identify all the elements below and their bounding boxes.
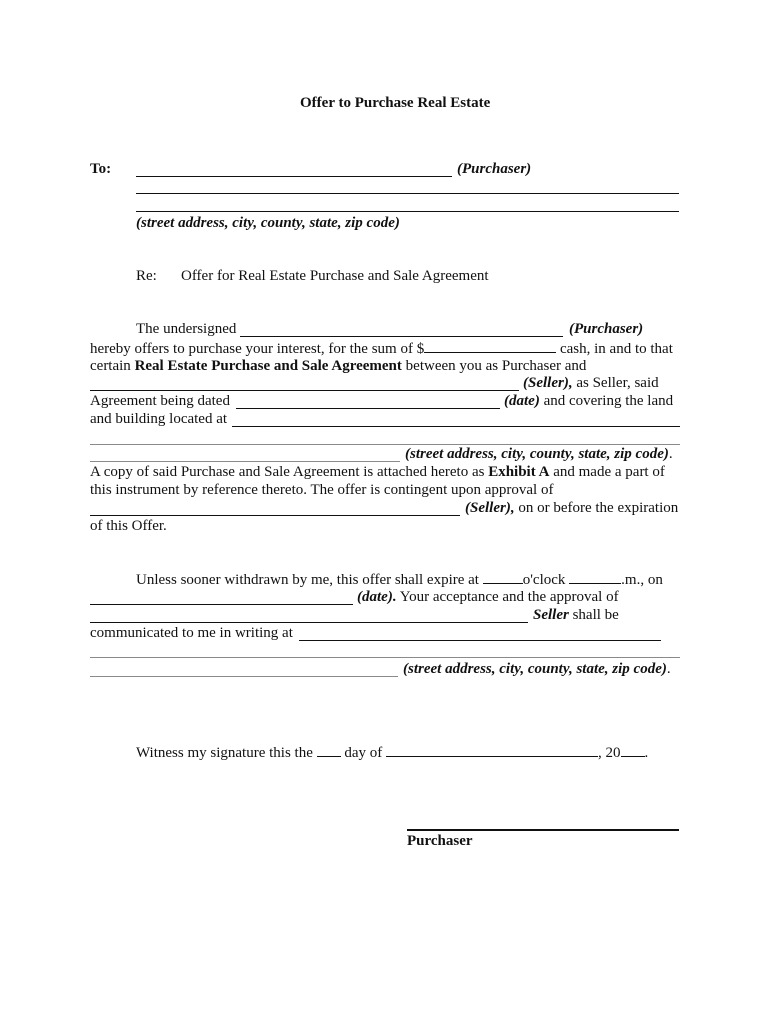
communication-address-line — [299, 640, 661, 641]
expiry-line: Unless sooner withdrawn by me, this offer shall expire at o'clock .m., on — [136, 572, 663, 588]
address-line-2 — [136, 211, 679, 212]
building-address-line — [232, 426, 680, 427]
property-address-caption: (street address, city, county, state, zip code). — [405, 446, 673, 462]
undersigned-name-line — [240, 336, 563, 337]
approving-party-line — [90, 622, 528, 623]
seller-clause: (Seller), as Seller, said — [523, 375, 659, 391]
signature-line — [407, 829, 679, 831]
re-label: Re: — [136, 268, 157, 284]
expiration-line: of this Offer. — [90, 518, 167, 534]
to-label: To: — [90, 161, 112, 177]
date-clause: (date) and covering the land — [504, 393, 674, 409]
communication-address-line-3 — [90, 676, 398, 677]
agreement-date-line — [236, 408, 500, 409]
witness-day-blank — [317, 743, 341, 757]
approval-seller-clause: (Seller), on or before the expiration — [465, 500, 679, 516]
contingent-line: this instrument by reference thereto. The offer is contingent upon approval of — [90, 482, 554, 498]
witness-line: Witness my signature this the day of , 20 . — [136, 745, 649, 761]
sum-blank — [424, 339, 556, 353]
purchaser-name-line — [136, 176, 452, 177]
acceptance-clause: (date). Your acceptance and the approval of — [357, 589, 619, 605]
agreement-line: certain Real Estate Purchase and Sale Agreement between you as Purchaser and — [90, 358, 587, 374]
offer-sum-line: hereby offers to purchase your interest, for the sum of $ cash, in and to that — [90, 341, 673, 357]
communication-address-line-2 — [90, 657, 680, 658]
address-line-1 — [136, 193, 679, 194]
to-purchaser-role: (Purchaser) — [457, 161, 532, 177]
seller-name-line — [90, 390, 519, 391]
expiry-ampm-blank — [569, 570, 621, 584]
to-address-caption: (street address, city, county, state, zip code) — [136, 215, 400, 231]
communication-address-caption: (street address, city, county, state, zip code). — [403, 661, 671, 677]
seller-approval-clause: Seller shall be — [533, 607, 619, 623]
undersigned-role: (Purchaser) — [569, 321, 644, 337]
witness-year-blank — [621, 743, 645, 757]
exhibit-line: A copy of said Purchase and Sale Agreement is attached hereto as Exhibit A and made a part of — [90, 464, 665, 480]
witness-month-blank — [386, 743, 598, 757]
approving-seller-line — [90, 515, 460, 516]
expiry-hour-blank — [483, 570, 523, 584]
building-address-line-3 — [90, 461, 400, 462]
document-title: Offer to Purchase Real Estate — [300, 95, 491, 111]
re-text: Offer for Real Estate Purchase and Sale Agreement — [181, 268, 489, 284]
agreement-dated-text: Agreement being dated — [90, 393, 230, 409]
signature-label: Purchaser — [407, 833, 473, 849]
undersigned-text: The undersigned — [136, 321, 237, 337]
building-located-text: and building located at — [90, 411, 228, 427]
communicated-text: communicated to me in writing at — [90, 625, 293, 641]
expiry-date-line — [90, 604, 353, 605]
